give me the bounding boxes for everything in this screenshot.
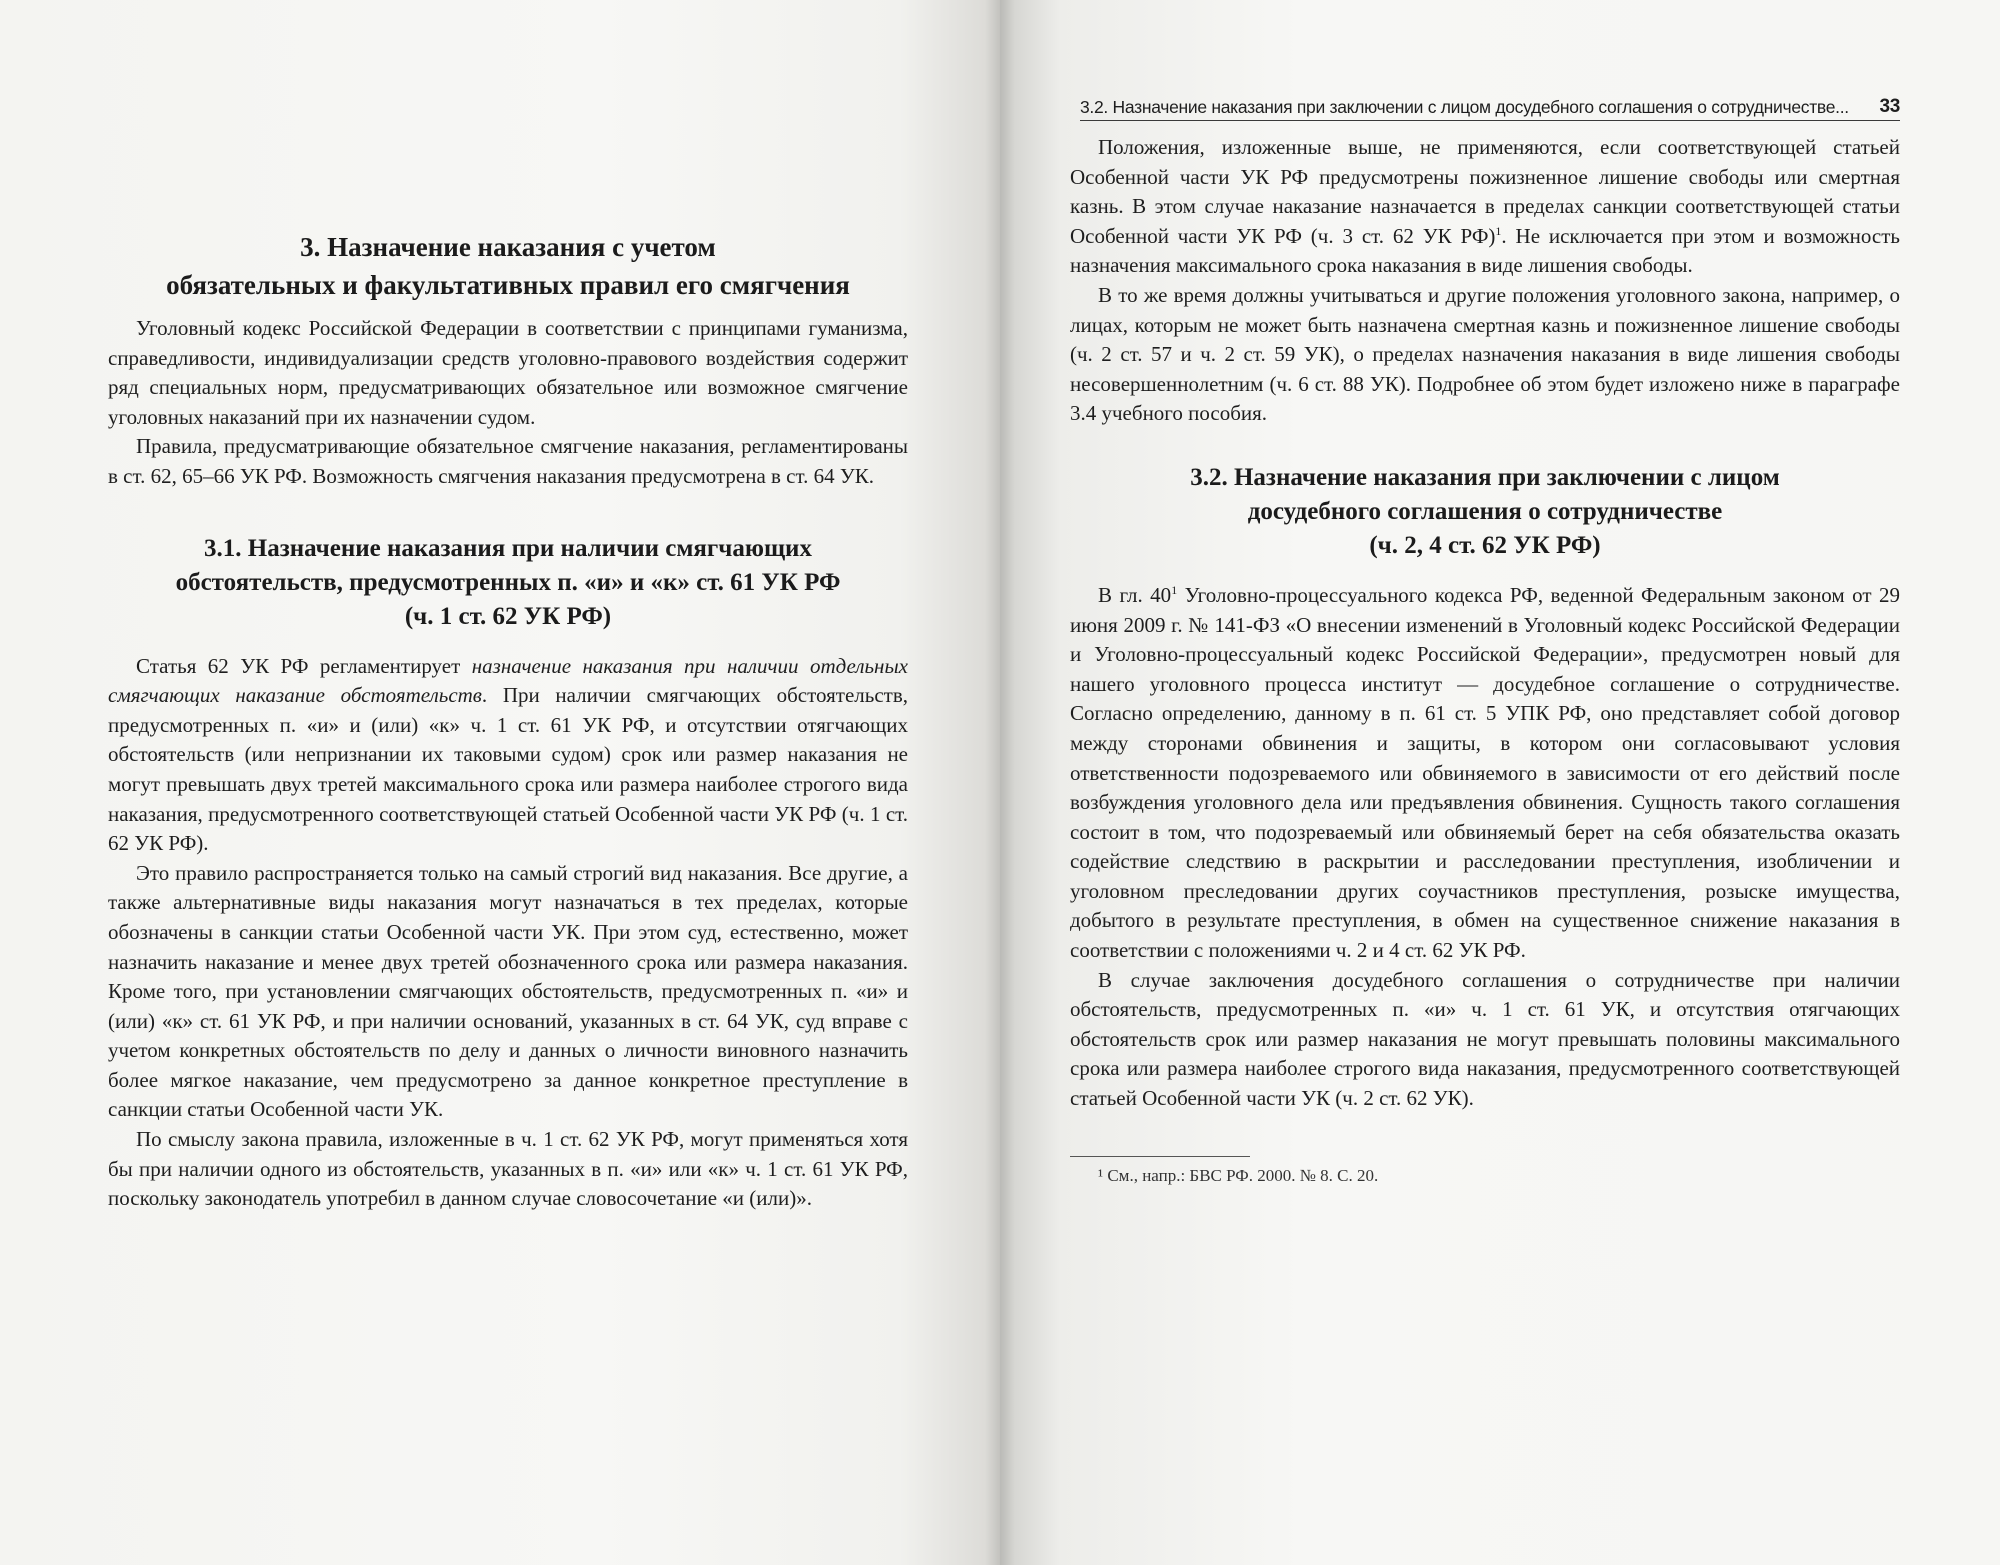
right-paragraph-1 xyxy=(1070,133,1900,281)
section-3-1-title-line-3: (ч. 1 ст. 62 УК РФ) xyxy=(404,602,612,630)
chapter-title-line-2: обязательных и факультативных правил его смягчения xyxy=(166,270,850,300)
chapter-superscript: 1 xyxy=(1171,582,1178,597)
rp1-rest: . Не исключается при этом и возможность назначения максимального срока наказания в виде лишения свободы. xyxy=(1070,223,1900,278)
section-3-1-title-line-2: обстоятельств, предусмотренных п. «и» и «к» ст. 61 УК РФ xyxy=(175,568,841,596)
p1-rest: . При наличии смягчающих обстоятельств, предусмотренных п. «и» и (или) «к» ч. 1 ст. 61 УК РФ, и отсутствии отягчающих обстоятельств (или непризнании их таковыми судом) срок или размер наказания не могут превышать двух третей максимального срока или размера наиболее строгого вида наказания, предусмотренного соответствующей статьей Особенной части УК РФ (ч. 1 ст. 62 УК РФ). xyxy=(108,683,908,856)
running-head-title: 3.2. Назначение наказания при заключении с лицом досудебного соглашения о сотрудничестве... xyxy=(1080,97,1849,117)
section-3-1-paragraph-2: Это правило распространяется только на самый строгий вид наказания. Все другие, а также альтернативные виды наказания могут назначаться в тех пределах, которые обозначены в санкции статьи Особенной части УК. При этом суд, естественно, может назначить наказание и менее двух третей обозначенного срока или размера наказания. Кроме того, при установлении смягчающих обстоятельств, предусмотренных п. «и» и (или) «к» ст. 61 УК РФ, и при наличии оснований, указанных в ст. 64 УК, суд вправе с учетом конкретных обстоятельств по делу и данных о личности виновного назначить более мягкое наказание, чем предусмотрено за данное конкретное преступление в санкции статьи Особенной части УК. xyxy=(108,860,908,1122)
section-3-2-title-line-2: досудебного соглашения о сотрудничестве xyxy=(1247,497,1723,525)
rp3-rest: Уголовно-процессуального кодекса РФ, веденной Федеральным законом от 29 июня 2009 г. № 141-ФЗ «О внесении изменений в Уголовный кодекс Российской Федерации и Уголовно-процессуальный кодекс Российской Федерации», предусмотрен новый для нашего уголовного процесса институт — досудебное соглашение о сотрудничестве. Согласно определению, данному в п. 61 ст. 5 УПК РФ, оно представляет собой договор между сторонами обвинения и защиты, в котором они согласовывают условия ответственности подозреваемого или обвиняемого в зависимости от его действий после возбуждения уголовного дела или предъявления обвинения. Сущность такого соглашения состоит в том, что подозреваемый или обвиняемый берет на себя обязательства оказать содействие следствию в раскрытии и расследовании преступления, изобличении и уголовном преследовании других соучастников преступления, розыске имущества, добытого в результате преступления, в обмен на существенное снижение наказания в соответствии с положениями ч. 2 и 4 ст. 62 УК РФ. xyxy=(1070,582,1900,963)
intro-paragraph-1: Уголовный кодекс Российской Федерации в соответствии с принципами гуманизма, справедливости, индивидуализации средств уголовно-правового воздействия содержит ряд специальных норм, предусматривающих обязательное или возможное смягчение уголовных наказаний при их назначении судом. xyxy=(108,316,908,429)
chapter-title xyxy=(108,228,908,304)
right-page xyxy=(1000,0,2000,1565)
footnote-ref-1: 1 xyxy=(1495,223,1502,238)
rp3-start: В гл. 40 xyxy=(1098,582,1172,607)
section-3-2-title-line-3: (ч. 2, 4 ст. 62 УК РФ) xyxy=(1369,531,1601,559)
p1-italic: назначение наказания при наличии отдельных смягчающих наказание обстоятельств xyxy=(108,653,908,708)
section-3-1-title xyxy=(108,532,908,634)
book-gutter-shadow xyxy=(985,0,1015,1565)
section-3-2-paragraph-1 xyxy=(1070,581,1900,966)
chapter-title-line-1: 3. Назначение наказания с учетом xyxy=(300,232,716,262)
running-head xyxy=(1080,96,1900,121)
right-paragraph-2: В то же время должны учитываться и другие положения уголовного закона, например, о лицах, которым не может быть назначена смертная казнь и пожизненное лишение свободы (ч. 2 ст. 57 и ч. 2 ст. 59 УК), о пределах назначения наказания в виде лишения свободы несовершеннолетним (ч. 6 ст. 88 УК). Подробнее об этом будет изложено ниже в параграфе 3.4 учебного пособия. xyxy=(1070,282,1900,426)
section-3-2-title xyxy=(1070,461,1900,563)
section-3-1-paragraph-1 xyxy=(108,652,908,859)
p1-start: Статья 62 УК РФ регламентирует xyxy=(136,653,472,678)
intro-paragraph-2: Правила, предусматривающие обязательное смягчение наказания, регламентированы в ст. 62, 65–66 УК РФ. Возможность смягчения наказания предусмотрена в ст. 64 УК. xyxy=(108,434,908,488)
page-number: 33 xyxy=(1879,96,1900,117)
rp1-start: Положения, изложенные выше, не применяются, если соответствующей статьей Особенной части УК РФ предусмотрены пожизненное лишение свободы или смертная казнь. В этом случае наказание назначается в пределах санкции соответствующей статьи Особенной части УК РФ (ч. 3 ст. 62 УК РФ) xyxy=(1070,135,1900,248)
section-3-2-paragraph-2: В случае заключения досудебного соглашения о сотрудничестве при наличии обстоятельств, предусмотренных п. «и» ч. 1 ст. 61 УК, и отсутствия отягчающих обстоятельств срок или размер наказания не могут превышать половины максимального срока или размера наиболее строгого вида наказания, предусмотренного соответствующей статьей Особенной части УК (ч. 2 ст. 62 УК). xyxy=(1070,967,1900,1111)
section-3-1-title-line-1: 3.1. Назначение наказания при наличии смягчающих xyxy=(204,534,812,562)
section-3-2-title-line-1: 3.2. Назначение наказания при заключении с лицом xyxy=(1190,463,1780,491)
footnote-divider xyxy=(1070,1156,1250,1157)
footnote: ¹ См., напр.: БВС РФ. 2000. № 8. С. 20. xyxy=(1098,1165,1379,1185)
section-3-1-paragraph-3: По смыслу закона правила, изложенные в ч. 1 ст. 62 УК РФ, могут применяться хотя бы при наличии одного из обстоятельств, указанных в п. «и» или «к» ч. 1 ст. 61 УК РФ, поскольку законодатель употребил в данном случае словосочетание «и (или)». xyxy=(108,1127,908,1211)
